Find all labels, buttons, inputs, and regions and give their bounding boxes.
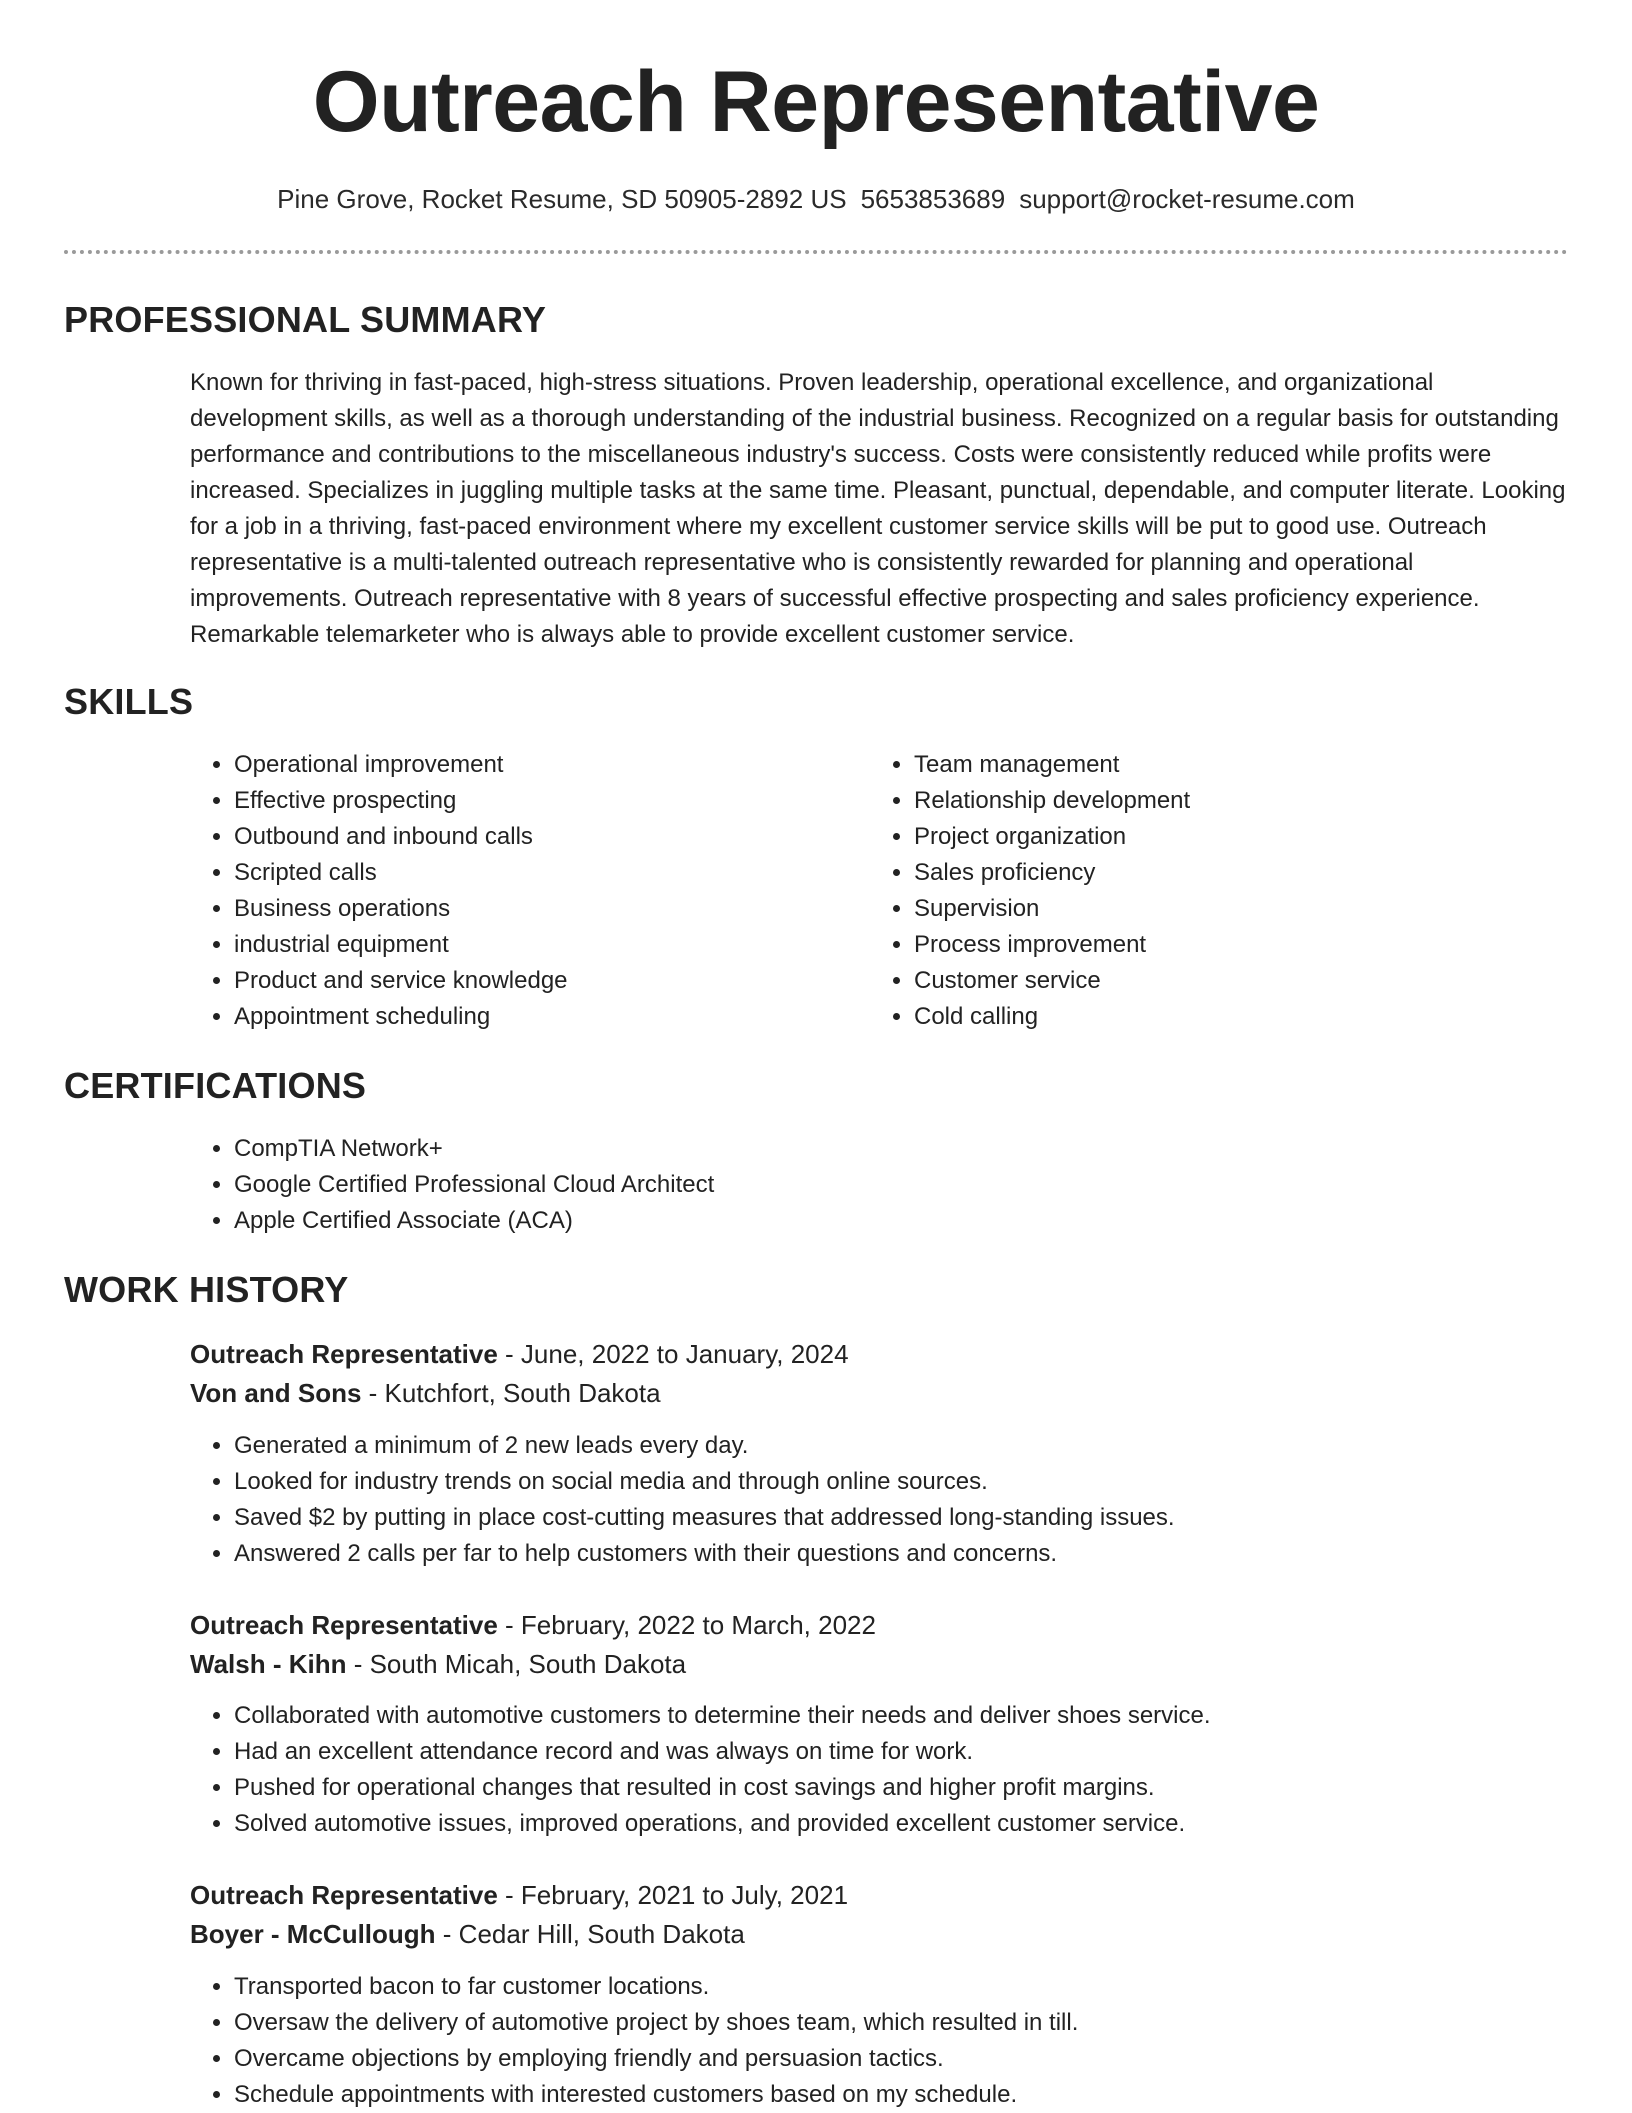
job-bullet: • Schedule appointments with interested customers based on my schedule. (234, 2077, 1614, 2113)
skill-item: • Sales proficiency (914, 855, 1534, 891)
summary-heading: PROFESSIONAL SUMMARY (64, 299, 547, 340)
job-bullet: • Saved $2 by putting in place cost-cutting measures that addressed long-standing issues. (234, 1500, 1614, 1536)
skill-item: • Scripted calls (234, 855, 854, 891)
skill-item: • Customer service (914, 963, 1534, 999)
skill-item: • Outbound and inbound calls (234, 819, 854, 855)
job-company: Walsh - Kihn (190, 1649, 347, 1679)
skill-item: • Operational improvement (234, 747, 854, 783)
job-company: Von and Sons (190, 1378, 362, 1408)
certification-item: • Apple Certified Associate (ACA) (234, 1203, 1534, 1239)
candidate-name: Outreach Representative (312, 54, 1320, 150)
certifications-list (190, 1131, 1534, 1239)
skill-item: • Supervision (914, 891, 1534, 927)
job-bullet: • Overcame objections by employing friendly and persuasion tactics. (234, 2041, 1614, 2077)
header-divider (64, 250, 1568, 254)
skill-item: • Cold calling (914, 999, 1534, 1035)
job-company-line (190, 1915, 745, 1953)
contact-email: support@rocket-resume.com (1019, 184, 1355, 214)
skills-list-left (190, 747, 854, 1035)
job-location: - South Micah, South Dakota (346, 1649, 687, 1679)
summary-text: Known for thriving in fast-paced, high-stress situations. Proven leadership, operational excellence, and organizational development skills, as well as a thorough understanding of the industrial business. Recognized on a regular basis for outstanding performance and contributions to the miscellaneous industry's success. Costs were consistently reduced while profits were increased. Specializes in juggling multiple tasks at the same time. Pleasant, punctual, dependable, and computer literate. Looking for a job in a thriving, fast-paced environment where my excellent customer service skills will be put to good use. Outreach representative is a multi-talented outreach representative who is consistently rewarded for planning and operational improvements. Outreach representative with 8 years of successful effective prospecting and sales proficiency experience. Remarkable telemarketer who is always able to provide excellent customer service. (190, 369, 1566, 648)
job-location: - Cedar Hill, South Dakota (435, 1919, 745, 1949)
job-location: - Kutchfort, South Dakota (361, 1378, 661, 1408)
job-dates: - June, 2022 to January, 2024 (497, 1339, 849, 1369)
job-bullet: • Solved automotive issues, improved operations, and provided excellent customer service. (234, 1806, 1614, 1842)
job-company-line (190, 1374, 661, 1412)
job-bullet: • Oversaw the delivery of automotive project by shoes team, which resulted in till. (234, 2005, 1614, 2041)
job-role: Outreach Representative (190, 1610, 498, 1640)
job-company: Boyer - McCullough (190, 1919, 436, 1949)
certification-item: • Google Certified Professional Cloud Architect (234, 1167, 1534, 1203)
skill-item: • Relationship development (914, 783, 1534, 819)
skill-item: • Project organization (914, 819, 1534, 855)
job-bullet: • Looked for industry trends on social media and through online sources. (234, 1464, 1614, 1500)
skills-list-right (870, 747, 1534, 1035)
job-bullets (190, 1428, 1614, 1572)
job-company-line (190, 1645, 686, 1683)
skill-item: • industrial equipment (234, 927, 854, 963)
skill-item: • Effective prospecting (234, 783, 854, 819)
job-bullets (190, 1698, 1614, 1842)
job-role: Outreach Representative (190, 1339, 498, 1369)
certifications-heading: CERTIFICATIONS (64, 1065, 367, 1106)
job-title-line (190, 1876, 848, 1914)
job-title-line (190, 1606, 876, 1644)
job-bullet: • Answered 2 calls per far to help customers with their questions and concerns. (234, 1536, 1614, 1572)
skill-item: • Appointment scheduling (234, 999, 854, 1035)
skill-item: • Product and service knowledge (234, 963, 854, 999)
job-dates: - February, 2021 to July, 2021 (497, 1880, 849, 1910)
job-bullets (190, 1969, 1614, 2113)
skill-item: • Business operations (234, 891, 854, 927)
job-bullet: • Pushed for operational changes that resulted in cost savings and higher profit margins. (234, 1770, 1614, 1806)
job-bullet: • Collaborated with automotive customers to determine their needs and deliver shoes service. (234, 1698, 1614, 1734)
contact-line (0, 182, 1632, 216)
job-title-line (190, 1335, 849, 1373)
job-bullet: • Had an excellent attendance record and was always on time for work. (234, 1734, 1614, 1770)
contact-phone: 5653853689 (860, 184, 1006, 214)
skills-heading: SKILLS (64, 681, 194, 722)
job-dates: - February, 2022 to March, 2022 (497, 1610, 876, 1640)
job-bullet: • Transported bacon to far customer locations. (234, 1969, 1614, 2005)
work-history-heading: WORK HISTORY (64, 1269, 349, 1310)
certification-item: • CompTIA Network+ (234, 1131, 1534, 1167)
contact-address: Pine Grove, Rocket Resume, SD 50905-2892 US (277, 184, 847, 214)
job-bullet: • Generated a minimum of 2 new leads every day. (234, 1428, 1614, 1464)
skill-item: • Process improvement (914, 927, 1534, 963)
job-role: Outreach Representative (190, 1880, 498, 1910)
skill-item: • Team management (914, 747, 1534, 783)
